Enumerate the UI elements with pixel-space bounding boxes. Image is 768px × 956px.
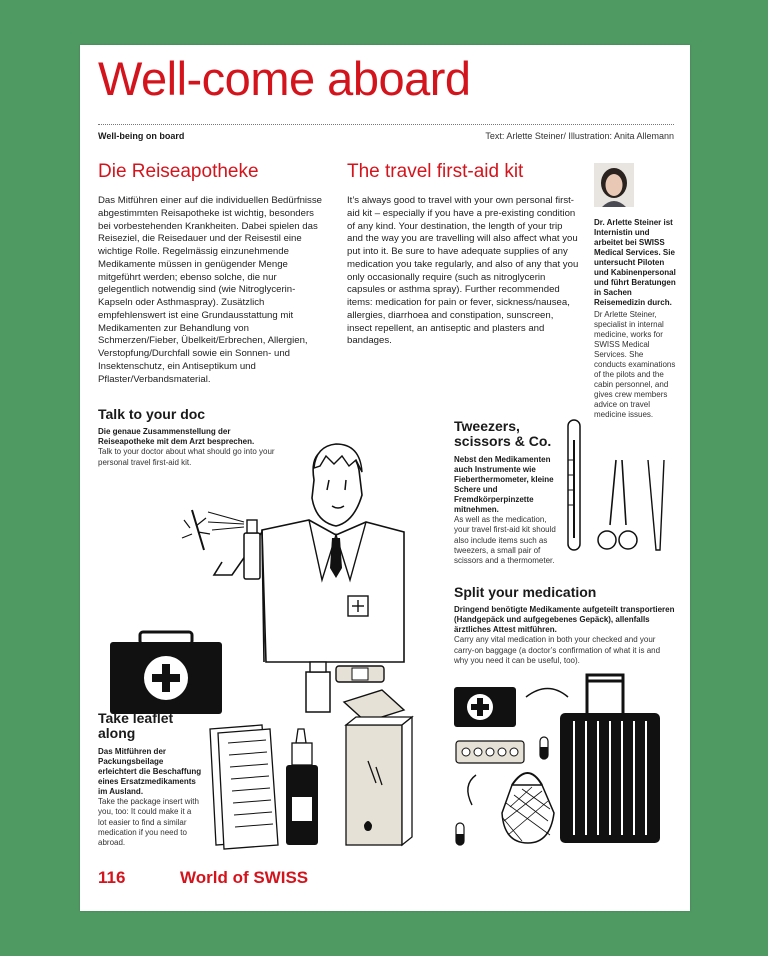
page-title: Well-come aboard bbox=[98, 52, 471, 105]
tip-tweezers bbox=[454, 419, 564, 567]
tip-doc-en: Talk to your doctor about what should go into your personal travel first-aid kit. bbox=[98, 447, 275, 467]
leaflet-illustration bbox=[200, 721, 410, 851]
tip-doc-de: Die genaue Zusammenstellung der Reiseapotheke mit dem Arzt besprechen. bbox=[98, 427, 255, 447]
tip-tweezers-de: Nebst den Medikamenten auch Instrumente wie Fieberthermometer, kleine Schere und Fremdkörperpinzette mitnehmen. bbox=[454, 454, 554, 514]
author-bio-en: Dr Arlette Steiner, specialist in internal medicine, works for SWISS Medical Services. She conducts examinations of the pilots and the cabin personnel, and gives crew members advice on travel medicine issues. bbox=[594, 310, 676, 419]
tip-split-de: Dringend benötigte Medikamente aufgeteilt transportieren (Handgepäck und aufgegebenes Gepäck), allenfalls ärztliches Attest mitführen. bbox=[454, 605, 675, 635]
section-label: Well-being on board bbox=[98, 131, 185, 141]
tip-split-title: Split your medication bbox=[454, 584, 597, 600]
intro-en bbox=[347, 161, 579, 348]
tip-tweezers-title: Tweezers, scissors & Co. bbox=[454, 418, 552, 450]
intro-de-title: Die Reiseapotheke bbox=[98, 161, 259, 182]
author-column bbox=[594, 163, 676, 420]
magazine-name: World of SWISS bbox=[180, 868, 309, 887]
doctor-illustration bbox=[104, 410, 434, 690]
luggage-illustration bbox=[452, 675, 682, 865]
intro-de bbox=[98, 161, 326, 386]
tip-leaflet-de: Das Mitführen der Packungsbeilage erleichtert die Beschaffung eines Ersatzmedikaments im Ausland. bbox=[98, 746, 202, 796]
tip-split bbox=[454, 585, 676, 667]
tip-leaflet bbox=[98, 711, 202, 849]
tip-split-en: Carry any vital medication in both your checked and your carry-on baggage (a doctor’s confirmation of what it is and why you need it can be useful, too). bbox=[454, 635, 661, 666]
author-portrait bbox=[594, 163, 634, 207]
tip-leaflet-en: Take the package insert with you, too: It could make it a lot easier to find a similar medication if you need to abroad. bbox=[98, 796, 199, 848]
tip-leaflet-title: Take leaflet along bbox=[98, 710, 174, 742]
intro-en-text: It’s always good to travel with your own personal first-aid kit – especially if you have a pre-existing condition of any kind. Your destination, the length of your trip and the way you are travelling will also affect what you put into it. Be sure to have adequate supplies of any medication you take regularly, and also of any that you only occasionally require (such as nitroglycerin capsules or asthma spray). Further recommended items: medication for pain or fever, sickness/nausea, allergies, diarrhoea and constipation, sunscreen, insect repellent, an antiseptic and plasters and bandages. bbox=[347, 195, 579, 347]
tip-doc-title: Talk to your doc bbox=[98, 406, 206, 422]
page-number: 116 bbox=[98, 868, 126, 887]
magazine-page bbox=[80, 45, 690, 911]
intro-en-title: The travel first-aid kit bbox=[347, 161, 524, 182]
author-bio-de: Dr. Arlette Steiner ist Internistin und arbeitet bei SWISS Medical Services. Sie untersucht Piloten und Kabinenpersonal und führt Beratungen in Sachen Reisemedizin durch. bbox=[594, 218, 676, 307]
header-rule bbox=[98, 124, 674, 125]
intro-de-text: Das Mitführen einer auf die individuellen Bedürfnisse abgestimmten Reisapotheke ist wichtig, besonders bei vorbestehenden Krankheiten. Dabei spielen das Reiseziel, die Reisedauer und der Reisestil eine wichtige Rolle. Regelmässig einzunehmende Medikamente müssen in genügender Menge mitgeführt werden; ebenso solche, die nur gelegentlich notwendig sind (wie Nitroglycerin-Kapseln oder Asthmaspray). Zusätzlich empfehlenswert ist eine Grundausstattung mit Medikamenten zur Behandlung von Schmerzen/Fieber, Übelkeit/Erbrechen, Allergien, Verstopfung/Durchfall sowie ein Sonnen- und Insektenschutz, ein Antiseptikum und Pflaster/Verbandsmaterial. bbox=[98, 195, 322, 385]
instruments-illustration bbox=[564, 420, 674, 560]
credit-line: Text: Arlette Steiner/ Illustration: Anita Allemann bbox=[485, 131, 674, 141]
tip-tweezers-en: As well as the medication, your travel first-aid kit should also include items such as tweezers, a small pair of scissors and a thermometer. bbox=[454, 514, 556, 566]
